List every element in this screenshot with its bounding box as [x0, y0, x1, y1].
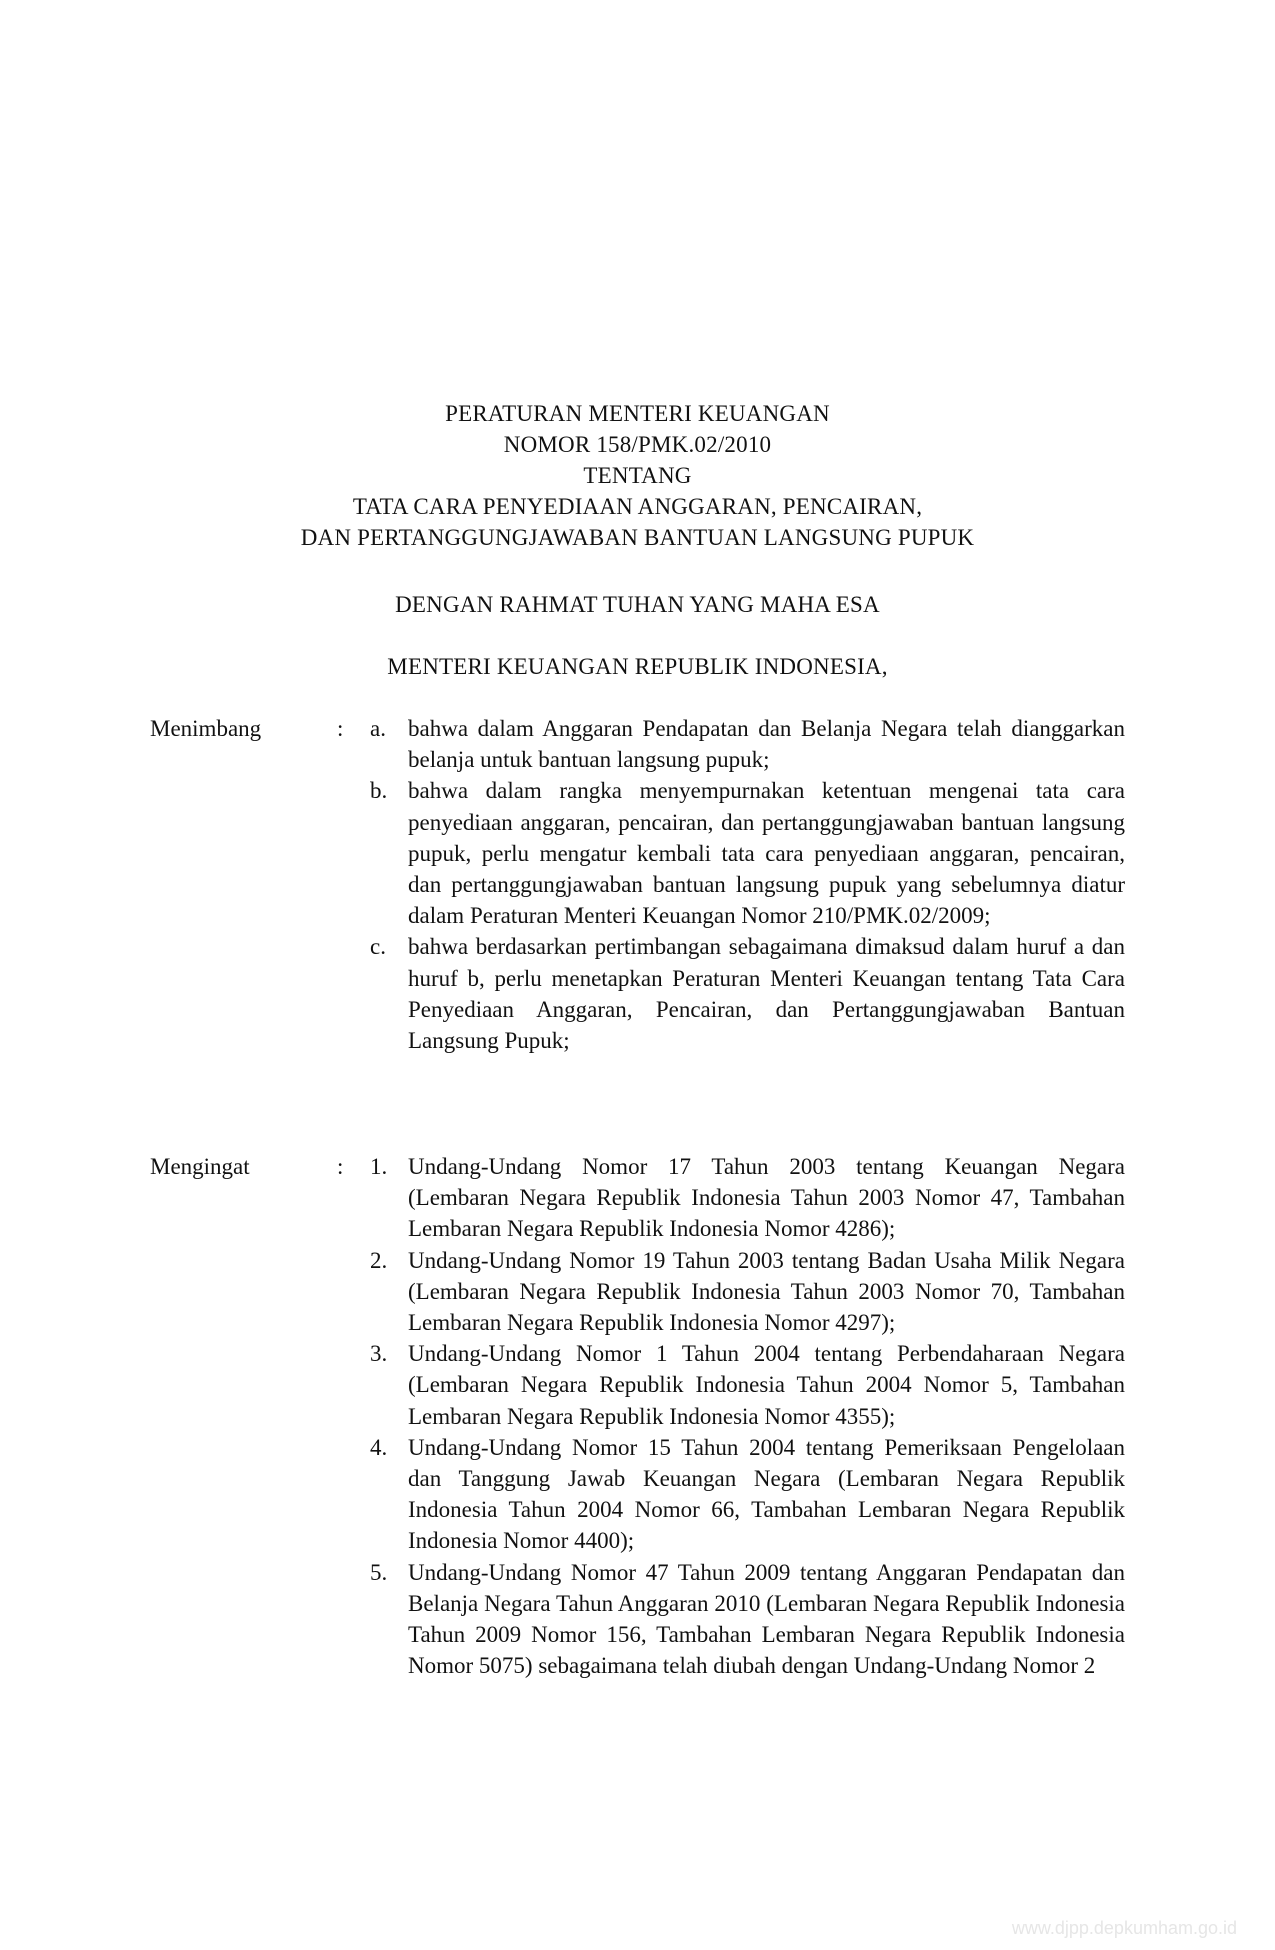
issuer-line — [0, 651, 1275, 682]
menimbang-list — [360, 713, 1125, 1056]
list-item — [360, 931, 1125, 1056]
item-marker: 1. — [370, 1154, 388, 1179]
mengingat-list — [360, 1151, 1125, 1681]
list-item — [360, 1151, 1125, 1245]
item-text: bahwa dalam rangka menyempurnakan ketentuan mengenai tata cara penyediaan anggaran, pencairan, dan pertanggungjawaban bantuan langsung pupuk, perlu mengatur kembali tata cara penyediaan anggaran, pencairan, dan pertanggungjawaban bantuan langsung pupuk yang sebelumnya diatur dalam Peraturan Menteri Keuangan Nomor 210/PMK.02/2009; — [408, 778, 1125, 929]
mengingat-colon: : — [337, 1154, 344, 1179]
footer-url-link[interactable]: www.djpp.depkumham.go.id — [1011, 1918, 1237, 1938]
list-item — [360, 775, 1125, 931]
item-text: Undang-Undang Nomor 47 Tahun 2009 tentang Anggaran Pendapatan dan Belanja Negara Tahun Anggaran 2010 (Lembaran Negara Republik Indonesia Tahun 2009 Nomor 156, Tambahan Lembaran Negara Republik Indonesia Nomor 5075) sebagaimana telah diubah dengan Undang-Undang Nomor 2 — [408, 1559, 1125, 1679]
issuer-text: MENTERI KEUANGAN REPUBLIK INDONESIA, — [387, 654, 888, 679]
regulation-heading — [0, 398, 1275, 553]
item-marker: c. — [370, 934, 386, 960]
blessing-text: DENGAN RAHMAT TUHAN YANG MAHA ESA — [395, 592, 880, 617]
heading-line: DAN PERTANGGUNGJAWABAN BANTUAN LANGSUNG PUPUK — [300, 525, 975, 550]
item-marker: 4. — [370, 1434, 388, 1460]
heading-line: TENTANG — [583, 463, 692, 488]
item-marker: a. — [370, 716, 386, 741]
item-marker: 2. — [370, 1247, 388, 1273]
menimbang-colon: : — [337, 716, 344, 741]
item-marker: 5. — [370, 1559, 388, 1585]
heading-line: TATA CARA PENYEDIAAN ANGGARAN, PENCAIRAN, — [352, 494, 923, 519]
heading-line: PERATURAN MENTERI KEUANGAN — [445, 401, 830, 426]
item-marker: 3. — [370, 1341, 388, 1367]
item-text: Undang-Undang Nomor 15 Tahun 2004 tentang Pemeriksaan Pengelolaan dan Tanggung Jawab Keuangan Negara (Lembaran Negara Republik Indonesia Tahun 2004 Nomor 66, Tambahan Lembaran Negara Republik Indonesia Nomor 4400); — [408, 1434, 1125, 1554]
mengingat-label: Mengingat — [150, 1154, 250, 1179]
heading-line: NOMOR 158/PMK.02/2010 — [503, 432, 772, 457]
item-text: Undang-Undang Nomor 1 Tahun 2004 tentang Perbendaharaan Negara (Lembaran Negara Republik Indonesia Tahun 2004 Nomor 5, Tambahan Lembaran Negara Republik Indonesia Nomor 4355); — [408, 1341, 1125, 1429]
item-text: Undang-Undang Nomor 19 Tahun 2003 tentang Badan Usaha Milik Negara (Lembaran Negara Republik Indonesia Tahun 2003 Nomor 70, Tambahan Lembaran Negara Republik Indonesia Nomor 4297); — [408, 1247, 1125, 1336]
list-item — [360, 1432, 1125, 1557]
list-item — [360, 713, 1125, 775]
item-marker: b. — [370, 778, 388, 804]
item-text: Undang-Undang Nomor 17 Tahun 2003 tentang Keuangan Negara (Lembaran Negara Republik Indonesia Tahun 2003 Nomor 47, Tambahan Lembaran Negara Republik Indonesia Nomor 4286); — [408, 1154, 1125, 1242]
list-item — [360, 1245, 1125, 1339]
list-item — [360, 1338, 1125, 1432]
list-item — [360, 1557, 1125, 1682]
menimbang-label: Menimbang — [150, 716, 262, 741]
blessing-line — [0, 589, 1275, 620]
item-text: bahwa dalam Anggaran Pendapatan dan Belanja Negara telah dianggarkan belanja untuk bantuan langsung pupuk; — [408, 716, 1125, 773]
item-text: bahwa berdasarkan pertimbangan sebagaimana dimaksud dalam huruf a dan huruf b, perlu menetapkan Peraturan Menteri Keuangan tentang Tata Cara Penyediaan Anggaran, Pencairan, dan Pertanggungjawaban Bantuan Langsung Pupuk; — [408, 934, 1125, 1054]
